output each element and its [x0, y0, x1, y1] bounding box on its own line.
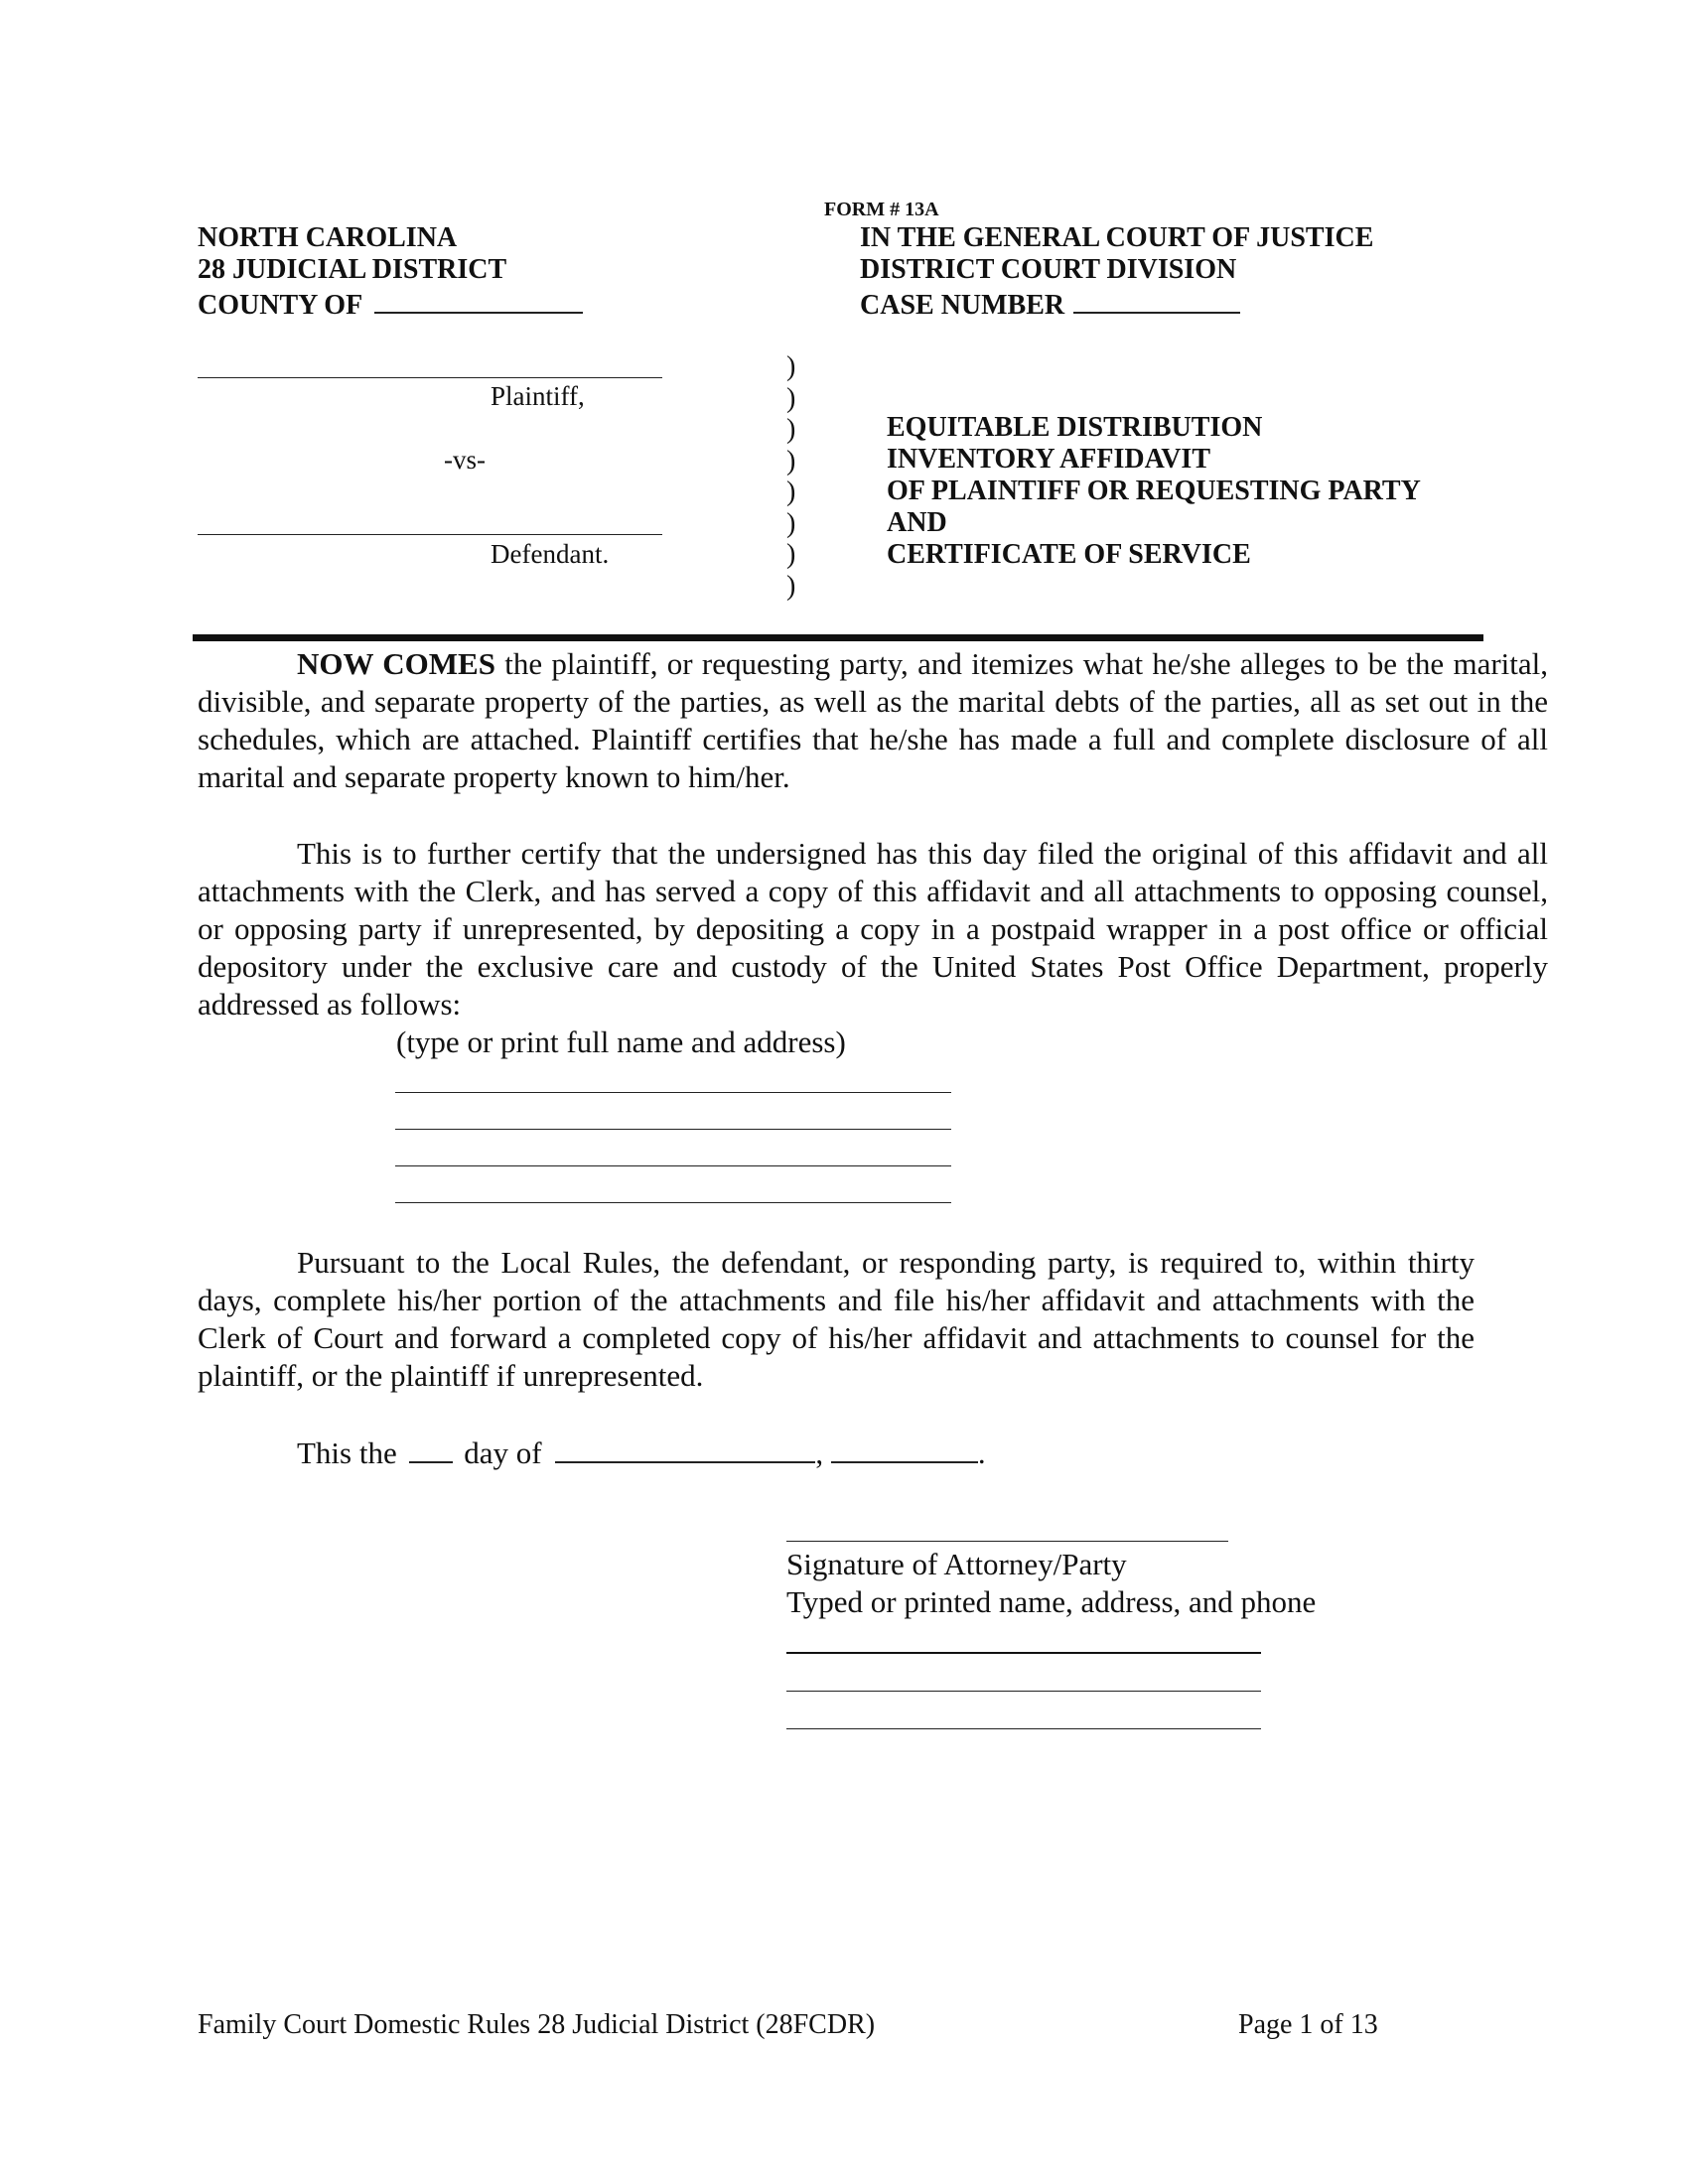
plaintiff-label: Plaintiff,: [491, 381, 585, 411]
caption-paren: ): [786, 570, 796, 602]
date-prefix: This the: [297, 1435, 397, 1470]
caption-paren: ): [786, 477, 796, 507]
address-line-2[interactable]: [395, 1129, 951, 1130]
local-rules-text: Pursuant to the Local Rules, the defendant, or responding party, is required to, within thirty days, complete his/her portion of the attachments and file his/her affidavit and attachments with the Clerk of Court and forward a completed copy of his/her affidavit and attachments to counsel for the plaintiff, or the plaintiff if unrepresented.: [198, 1245, 1475, 1393]
address-line-1[interactable]: [395, 1092, 951, 1093]
county-label: COUNTY OF: [198, 290, 362, 321]
typed-name-line-2[interactable]: [786, 1691, 1261, 1692]
signature-line[interactable]: [786, 1541, 1228, 1542]
certificate-paragraph: [198, 835, 1548, 1024]
footer-left: Family Court Domestic Rules 28 Judicial District (28FCDR): [198, 2009, 876, 2040]
district-label: 28 JUDICIAL DISTRICT: [198, 254, 507, 285]
year-input[interactable]: [831, 1437, 978, 1463]
state-label: NORTH CAROLINA: [198, 222, 458, 253]
address-line-3[interactable]: [395, 1165, 951, 1166]
vs-label: -vs-: [444, 445, 486, 475]
now-comes-paragraph: [198, 645, 1548, 796]
certificate-text: This is to further certify that the undersigned has this day filed the original of this affidavit and all attachments with the Clerk, and has served a copy of this affidavit and all attachments to opposing counsel, or opposing party if unrepresented, by depositing a copy in a postpaid wrapper in a post office or official depository under the exclusive care and custody of the United States Post Office Department, properly addressed as follows:: [198, 836, 1548, 1022]
address-line-4[interactable]: [395, 1202, 951, 1203]
date-comma: ,: [815, 1435, 824, 1470]
document-title: [887, 412, 1421, 571]
now-comes-text: the plaintiff, or requesting party, and itemizes what he/she alleges to be the marital, divisible, and separate property of the parties, as well as the marital debts of the parties, all as set out in the schedules, which are attached. Plaintiff certifies that he/she has made a full and complete disclosure of all marital and separate property known to him/her.: [198, 646, 1548, 794]
document-title-line: OF PLAINTIFF OR REQUESTING PARTY: [887, 476, 1421, 506]
division-label: DISTRICT COURT DIVISION: [860, 254, 1237, 285]
day-input[interactable]: [409, 1437, 453, 1463]
document-title-line: CERTIFICATE OF SERVICE: [887, 539, 1251, 570]
document-title-line: EQUITABLE DISTRIBUTION: [887, 412, 1263, 443]
typed-name-label: Typed or printed name, address, and phone: [786, 1584, 1317, 1619]
month-input[interactable]: [555, 1437, 815, 1463]
local-rules-paragraph: [198, 1244, 1475, 1395]
date-line: [297, 1434, 986, 1472]
page-number: Page 1 of 13: [1238, 2009, 1378, 2040]
caption-paren: ): [786, 445, 796, 477]
defendant-name-line[interactable]: [198, 534, 662, 535]
plaintiff-name-line[interactable]: [198, 377, 662, 378]
caption-paren: ): [786, 539, 796, 570]
case-number-label: CASE NUMBER: [860, 290, 1065, 321]
case-number-line: [860, 286, 1240, 322]
caption-paren: ): [786, 351, 796, 382]
caption-parenthesis-column: [786, 351, 795, 602]
caption-paren: ): [786, 414, 796, 445]
county-line: [198, 286, 583, 322]
caption-separator: [193, 634, 1483, 641]
document-title-line: INVENTORY AFFIDAVIT: [887, 444, 1211, 475]
typed-name-line-1[interactable]: [786, 1652, 1261, 1654]
document-title-line: AND: [887, 507, 947, 538]
address-instruction: (type or print full name and address): [396, 1024, 846, 1059]
typed-name-line-3[interactable]: [786, 1728, 1261, 1729]
form-number: FORM # 13A: [824, 199, 939, 220]
defendant-label: Defendant.: [491, 539, 610, 569]
date-period: .: [977, 1435, 986, 1470]
court-label: IN THE GENERAL COURT OF JUSTICE: [860, 222, 1374, 253]
signature-label: Signature of Attorney/Party: [786, 1547, 1127, 1581]
date-day-of: day of: [464, 1435, 542, 1470]
caption-paren: ): [786, 507, 796, 539]
now-comes-lead: NOW COMES: [297, 646, 495, 681]
case-number-input[interactable]: [1073, 286, 1240, 314]
caption-paren: ): [786, 382, 796, 414]
county-input[interactable]: [374, 286, 583, 314]
